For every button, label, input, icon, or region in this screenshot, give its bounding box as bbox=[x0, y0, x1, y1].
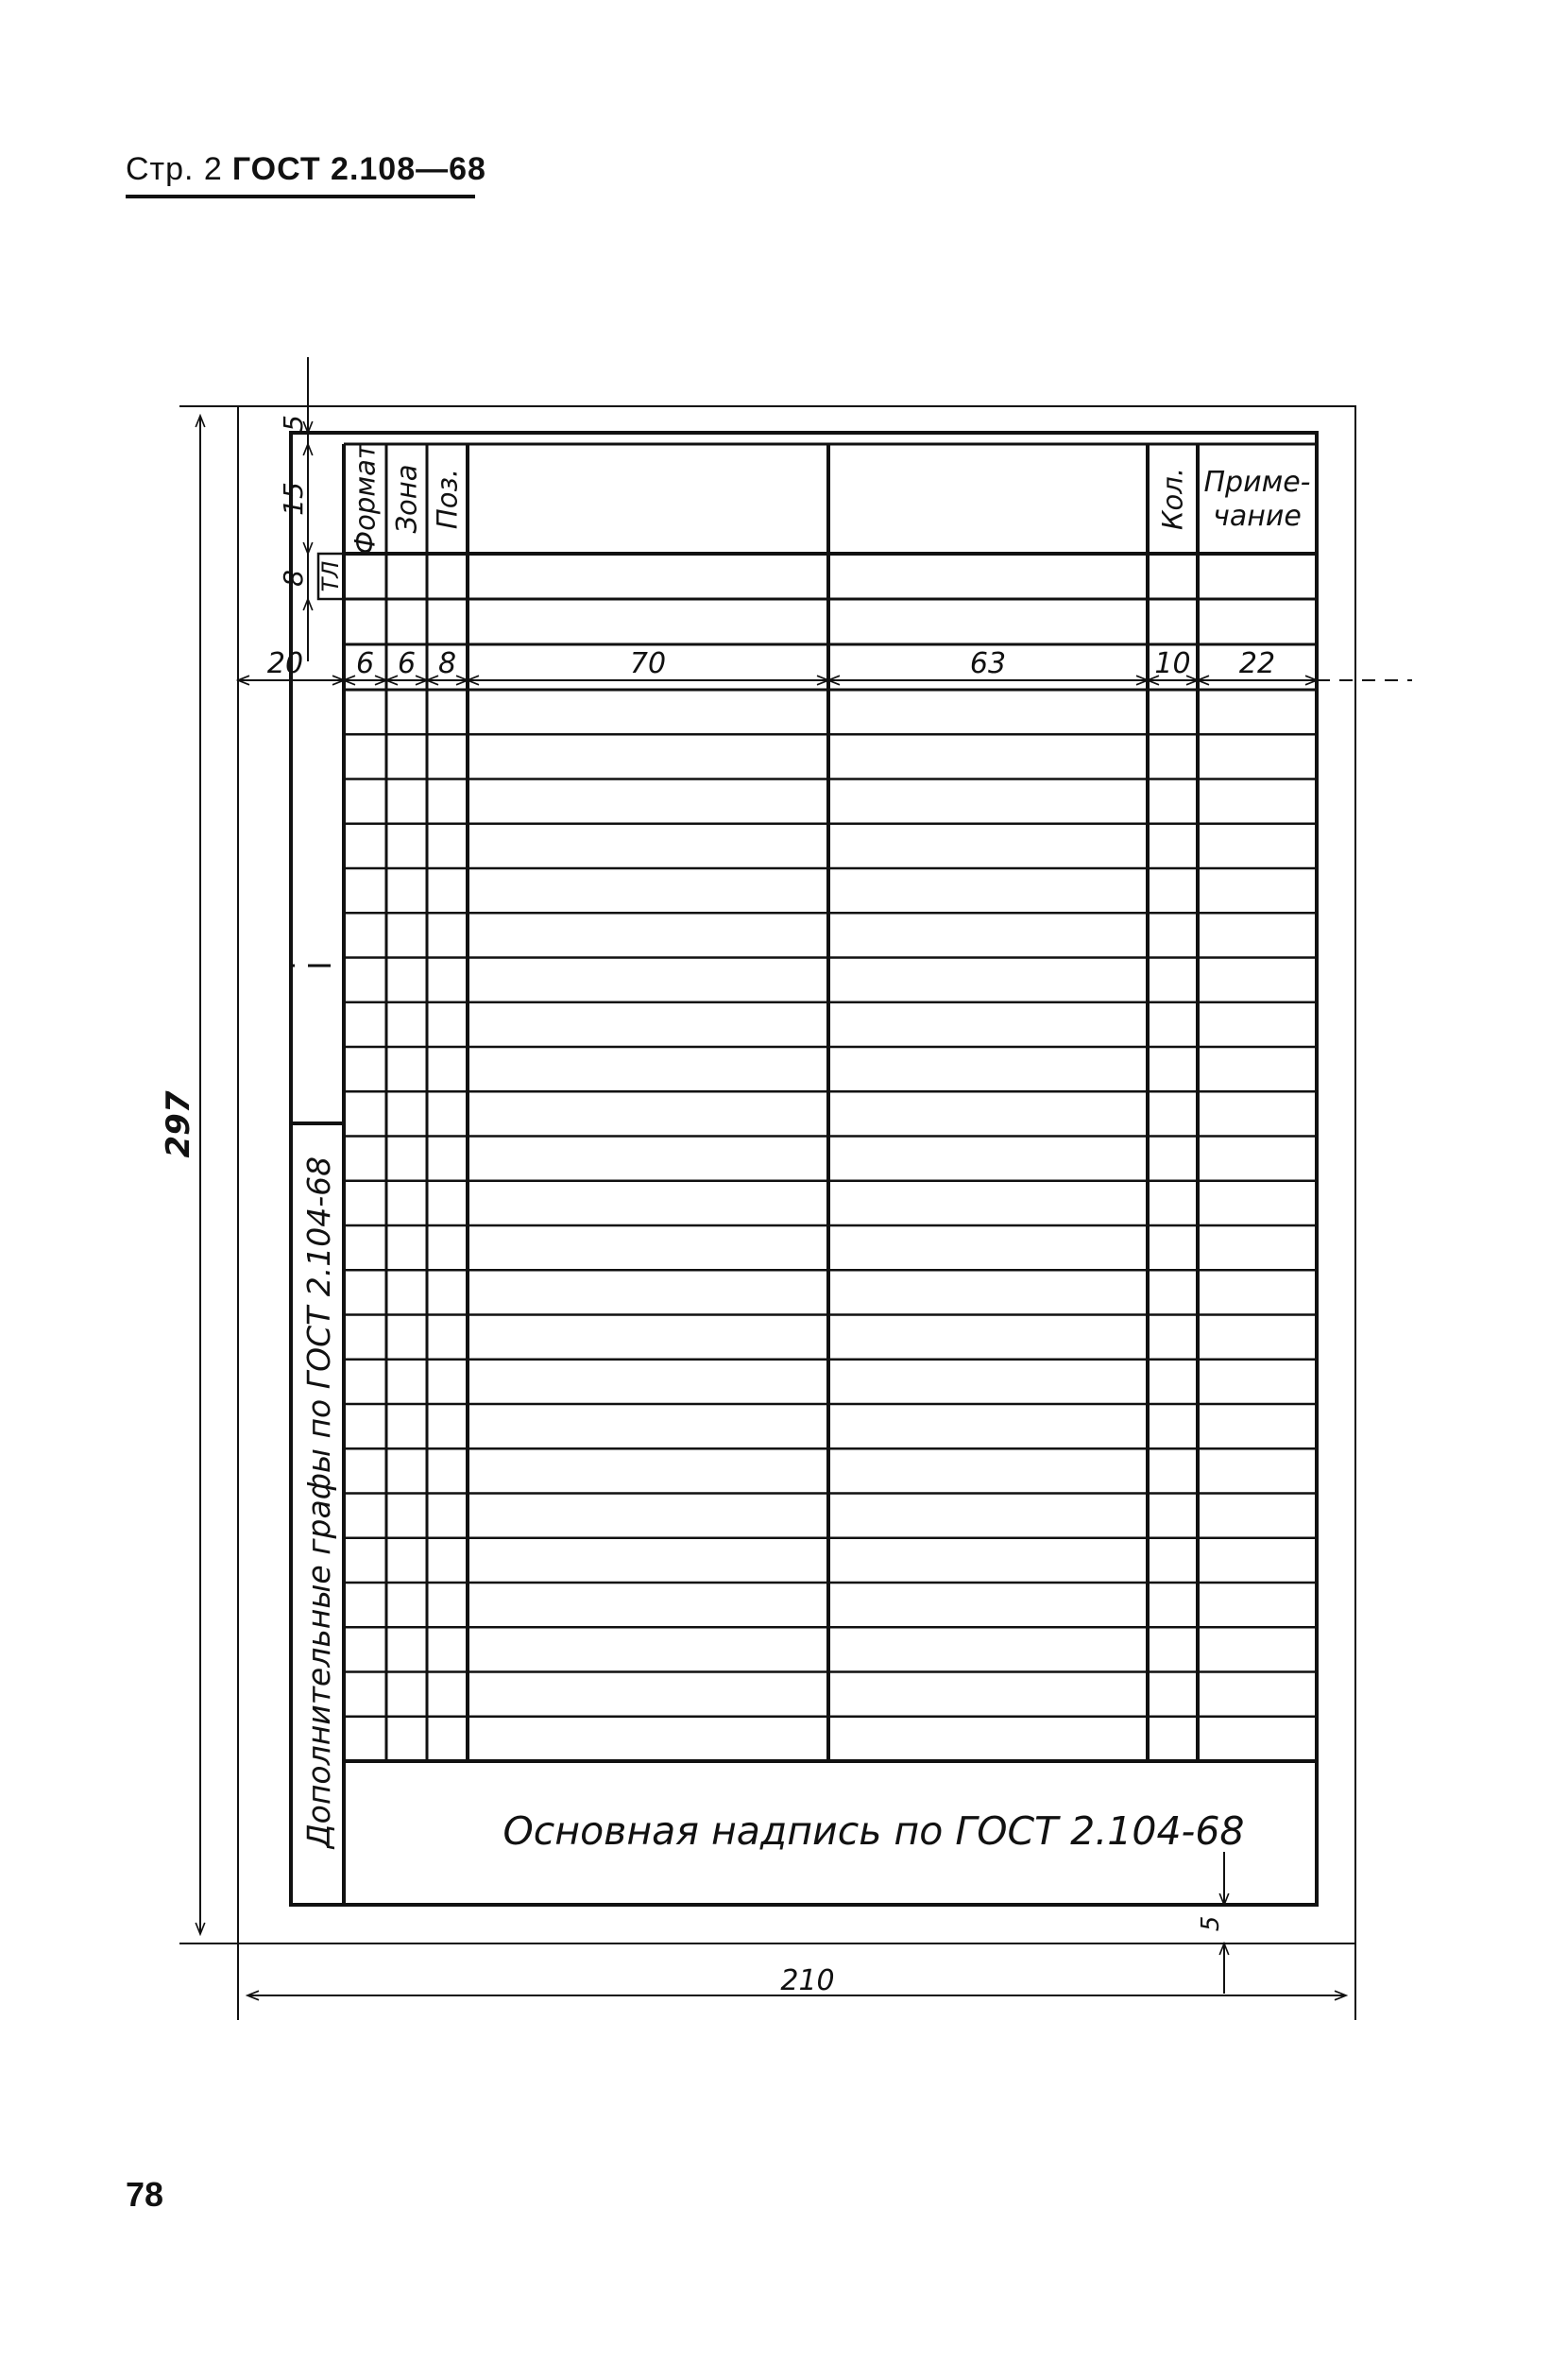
dim-label-left-field: 20 bbox=[266, 647, 304, 680]
column-header-label: чание bbox=[1213, 500, 1302, 533]
column-header-label: Приме- bbox=[1203, 466, 1311, 499]
table-grid bbox=[318, 444, 1317, 1761]
page-number: 78 bbox=[126, 2175, 164, 2214]
dim-label-sheet-height: 297 bbox=[160, 1090, 197, 1158]
dim-label-bottom-margin: 5 bbox=[1197, 1915, 1225, 1932]
dim-label-column: 22 bbox=[1238, 647, 1276, 680]
dim-label-top-margin: 5 bbox=[278, 415, 309, 432]
dimension-lines bbox=[160, 357, 1355, 2020]
standard-designation: ГОСТ 2.108—68 bbox=[231, 151, 486, 187]
dim-label-sheet-width: 210 bbox=[780, 1964, 835, 1997]
dim-label-column: 6 bbox=[355, 647, 375, 680]
dim-label-header-height: 15 bbox=[278, 482, 309, 516]
column-header-label: Кол. bbox=[1156, 467, 1189, 531]
dim-label-column: 63 bbox=[969, 647, 1007, 680]
column-header-label: Зона bbox=[390, 464, 423, 534]
dim-label-column: 10 bbox=[1154, 647, 1191, 680]
sheet-border bbox=[238, 406, 1355, 1943]
page-label: Стр. 2 bbox=[126, 151, 223, 187]
dim-label-row-height: 8 bbox=[278, 570, 309, 587]
tl-label: ТЛ bbox=[317, 560, 344, 592]
column-header-label: Поз. bbox=[431, 468, 464, 530]
column-header-label: Формат bbox=[349, 443, 382, 555]
dim-label-column: 70 bbox=[629, 647, 667, 680]
dim-label-column: 6 bbox=[397, 647, 417, 680]
extra-columns-label: Дополнительные графы по ГОСТ 2.104-68 bbox=[300, 1156, 337, 1849]
dim-label-column: 8 bbox=[437, 647, 457, 680]
title-block-label: Основная надпись по ГОСТ 2.104-68 bbox=[502, 1808, 1245, 1854]
